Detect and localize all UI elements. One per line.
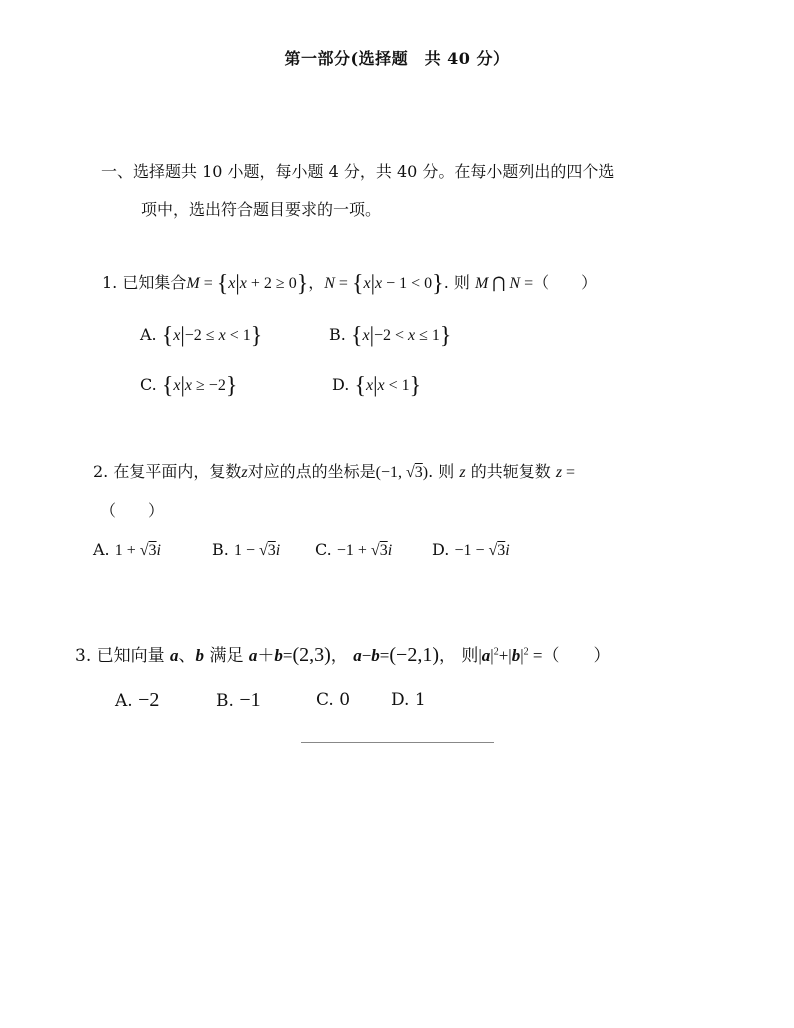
question-2-text: 的共轭复数	[470, 462, 551, 481]
question-2-text: 在复平面内，复数	[113, 462, 242, 481]
q2-option-d[interactable]	[432, 542, 510, 559]
question-3	[75, 645, 610, 665]
question-3-text: 已知向量	[96, 646, 165, 666]
option-value: −2	[138, 689, 160, 711]
set-m-expression: M = {x|x + 2 ≥ 0}	[186, 270, 309, 297]
option-expression: 1 + √3i	[114, 542, 161, 559]
question-2-text: . 则	[428, 462, 455, 481]
diff-expression: a−b=(−2,1)	[353, 644, 439, 666]
point-coordinate: (−1, √3)	[375, 464, 429, 481]
option-label: A.	[115, 691, 133, 711]
q1-option-a[interactable]	[140, 324, 262, 348]
intersection-expression: M ⋂ N =	[474, 275, 534, 292]
q2-option-a[interactable]	[93, 542, 161, 559]
question-1-then: . 则	[443, 273, 470, 292]
option-label: C.	[140, 375, 157, 394]
set-n-expression: N = {x|x − 1 < 0}	[324, 270, 444, 297]
question-3-number: 3.	[75, 646, 92, 666]
option-expression: {x|−2 < x ≤ 1}	[350, 322, 452, 349]
divider-line	[301, 742, 494, 743]
option-value: −1	[239, 689, 261, 711]
question-3-text: 满足	[209, 646, 244, 666]
option-label: C.	[315, 540, 332, 559]
question-3-text: 则	[461, 646, 479, 666]
conjugate-expression: z =	[555, 464, 576, 481]
q1-option-c[interactable]	[140, 374, 237, 398]
question-2: 2. 在复平面内，复数z对应的点的坐标是(−1, √3). 则 z 的共轭复数 z =	[93, 462, 576, 481]
question-3-text: ，	[438, 646, 456, 666]
q3-option-d[interactable]: D. 1	[391, 690, 426, 710]
option-expression: {x|x < 1}	[354, 372, 422, 399]
answer-paren: （ ）	[533, 273, 598, 292]
q3-option-b[interactable]	[216, 690, 261, 710]
q2-option-b[interactable]	[212, 542, 280, 559]
section-title: 第一部分(选择题 共 40 分）	[284, 49, 510, 68]
question-3-text: ，	[330, 646, 348, 666]
option-label: B.	[212, 540, 229, 559]
question-1	[102, 272, 597, 296]
question-2-text: 对应的点的坐标是	[247, 462, 376, 481]
option-label: B.	[329, 325, 346, 344]
vectors-a-b: a、b	[170, 646, 205, 665]
q1-option-d[interactable]	[332, 374, 421, 398]
q2-answer-paren: （ ）	[100, 501, 165, 520]
option-label: A.	[93, 540, 110, 559]
q1-option-b[interactable]	[329, 324, 451, 348]
sum-expression: a＋b=(2,3)	[248, 644, 331, 666]
option-expression: 1 − √3i	[233, 542, 281, 559]
separator: ，	[308, 273, 325, 292]
option-label: D.	[332, 375, 350, 394]
question-2-number: 2.	[93, 462, 109, 481]
option-expression: −1 + √3i	[336, 542, 393, 559]
option-expression: −1 − √3i	[454, 542, 510, 559]
option-label: B.	[216, 691, 234, 711]
instruction-line-1: 一、选择题共 10 小题，每小题 4 分，共 40 分。在每小题列出的四个选	[101, 162, 615, 181]
option-label: A.	[140, 325, 157, 344]
option-label: D.	[432, 540, 450, 559]
answer-paren: （ ）	[542, 646, 611, 666]
question-1-prefix: 已知集合	[122, 273, 187, 292]
q2-option-c[interactable]	[315, 542, 392, 559]
option-expression: {x|x ≥ −2}	[161, 372, 238, 399]
q3-option-c[interactable]: C. 0	[316, 690, 351, 710]
norm-expression: $|a|^2+|b|^2$ =	[478, 646, 543, 665]
question-1-number: 1.	[102, 273, 118, 292]
q3-option-a[interactable]	[115, 690, 159, 710]
instruction-line-2: 项中，选出符合题目要求的一项。	[141, 200, 382, 219]
option-expression: {x|−2 ≤ x < 1}	[161, 322, 263, 349]
